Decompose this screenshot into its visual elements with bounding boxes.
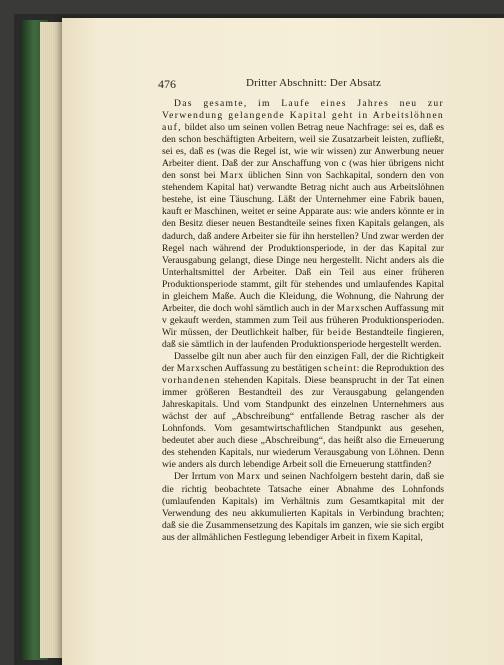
text-run: Bestandteile fingieren, daß sie sämtlich in der laufenden Produktionsperiode hergestellt werden.	[162, 326, 444, 350]
emphasis-name: Marx	[336, 302, 361, 314]
emphasis: Das gesamte, im Laufe eines Jahres neu zur Verwendung gelangende Kapital geht in Arbeitslöhnen auf,	[162, 98, 444, 134]
text-run: und seinen Nachfolgern besteht darin, daß sie die richtig beobachtete Tatsache einer Abnahme des Lohnfonds (umlaufenden Kapitals) im Verhältnis zum Gesamtkapital mit der Verwendung des neu akkumulierten Kapitals in Verbindung brachten; daß sie die Zusammensetzung des Kapitals im ganzen, wie sie sich ergibt aus der allmählichen Festlegung lebendiger Arbeit in fixem Kapital,	[162, 471, 444, 543]
text-run: stehenden Kapitals. Diese beansprucht in der Tat einen immer größeren Bestandteil des zur Verausgabung gelangenden Jahreskapitals. Und vom Standpunkt des einzelnen Unternehmers aus wächst der auf „Abschreibung“ entfallende Betrag rascher als der Lohnfonds. Vom gesamtwirtschaftlichen Standpunkt aus gesehen, bedeutet aber auch diese „Abschreibung“, das heißt also die Erneuerung des stehenden Kapitals, nur wiederum Verausgabung von Löhnen. Denn wie anders als durch lebendige Arbeit soll die Erneuerung stattfinden?	[162, 375, 444, 471]
text-run: Dasselbe gilt nun aber auch für den einzigen Fall, der die Richtigkeit der	[162, 350, 444, 375]
emphasis: scheint	[323, 363, 357, 375]
paragraph-2	[162, 351, 444, 471]
emphasis: vorhandenen	[162, 375, 221, 387]
text-run: schen Auffassung mit v gekauft werden, stammen zum Teil aus früheren Produktionsperioden. Wir müssen, der Deutlichkeit halber, für	[162, 302, 444, 338]
paragraph-1	[162, 98, 444, 351]
text-run: : die Reproduktion des	[356, 363, 444, 375]
running-head: Dritter Abschnitt: Der Absatz	[246, 77, 382, 89]
emphasis-name: Marx	[219, 170, 244, 182]
text-run: üblichen Sinn von Sachkapital, sondern den von stehendem Kapital hat) verwandte Betrag nicht auch aus Arbeitslöhnen bestehe, ist eine Täuschung. Läßt der Unternehmer eine Fabrik bauen, kauft er Maschinen, weitet er seine Apparate aus: wie anders könnte er in den Besitz dieser neuen Bestandteile seines fixen Kapitals gelangen, als dadurch, daß andere Arbeiter sie für ihn herstellen? Und zwar werden der Regel nach während der Produktionsperiode, in der das Kapital zur Verausgabung gelangt, diese Dinge neu hergestellt. Nicht anders als die Unterhaltsmittel der Arbeiter. Daß ein Teil aus einer früheren Produktionsperiode stammt, gilt für stehendes und umlaufendes Kapital in gleichem Maße. Auch die Kleidung, die Wohnung, die Nahrung der Arbeiter, die doch wohl sämtlich auch in der	[162, 170, 444, 314]
text-run: Der Irrtum von	[174, 471, 237, 483]
page-number: 476	[158, 77, 176, 91]
paragraph-3	[162, 471, 444, 543]
body-text	[162, 98, 444, 544]
emphasis-name: Marx	[236, 471, 261, 483]
emphasis: beide	[327, 326, 352, 338]
page-header	[158, 77, 448, 91]
emphasis-name: Marx	[176, 363, 201, 375]
text-run: schen Auffassung zu bestätigen	[200, 363, 324, 375]
text-run: bildet also um seinen vollen Betrag neue Nachfrage: sei es, daß es den schon beschäftigten Arbeitern, weil sie Zusatzarbeit leisten, zufließt, sei es, daß es (was die Regel ist, wie wir wissen) zur Anwerbung neuer Arbeiter dient. Daß der zur Anschaffung von c (was hier übrigens nicht den sonst bei	[162, 122, 444, 182]
